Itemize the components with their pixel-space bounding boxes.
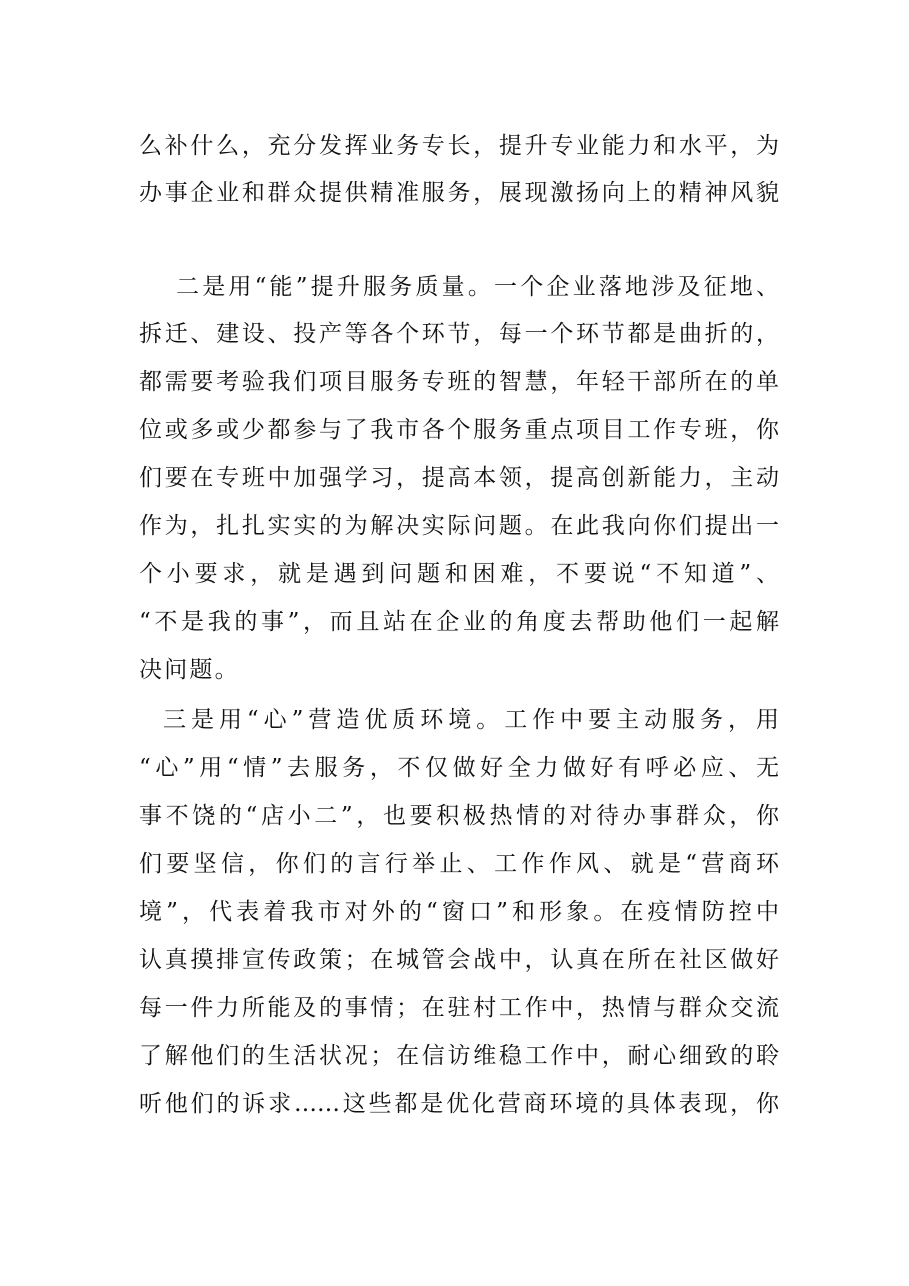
text-line: 个小要求，就是遇到问题和困难，不要说“不知道”、 (139, 561, 779, 587)
text-line: 每一件力所能及的事情；在驻村工作中，热情与群众交流 (139, 995, 779, 1021)
paragraph-start-line: 二是用“能”提升服务质量。一个企业落地涉及征地、 (176, 274, 779, 300)
text-line: “不是我的事”，而且站在企业的角度去帮助他们一起解 (139, 609, 779, 635)
paragraph-start-line: 三是用“心”营造优质环境。工作中要主动服务，用 (163, 707, 779, 733)
text-line: 么补什么，充分发挥业务专长，提升专业能力和水平，为 (139, 133, 779, 159)
text-line: 认真摸排宣传政策；在城管会战中，认真在所在社区做好 (139, 947, 779, 973)
text-line: “心”用“情”去服务，不仅做好全力做好有呼必应、无 (139, 755, 779, 781)
text-line: 办事企业和群众提供精准服务，展现激扬向上的精神风貌 (139, 180, 779, 206)
text-line: 作为，扎扎实实的为解决实际问题。在此我向你们提出一 (139, 513, 779, 539)
text-line: 们要坚信，你们的言行举止、工作作风、就是“营商环 (139, 851, 779, 877)
text-line: 们要在专班中加强学习，提高本领，提高创新能力，主动 (139, 465, 779, 491)
text-line: 都需要考验我们项目服务专班的智慧，年轻干部所在的单 (139, 369, 779, 395)
text-line: 位或多或少都参与了我市各个服务重点项目工作专班，你 (139, 417, 779, 443)
text-line: 事不饶的“店小二”，也要积极热情的对待办事群众，你 (139, 803, 779, 829)
text-line: 拆迁、建设、投产等各个环节，每一个环节都是曲折的， (139, 321, 779, 347)
text-line: 了解他们的生活状况；在信访维稳工作中，耐心细致的聆 (139, 1043, 779, 1069)
text-line: 境”，代表着我市对外的“窗口”和形象。在疫情防控中 (139, 899, 779, 925)
text-line: 听他们的诉求……这些都是优化营商环境的具体表现，你 (139, 1091, 779, 1117)
text-line: 决问题。 (139, 657, 240, 683)
